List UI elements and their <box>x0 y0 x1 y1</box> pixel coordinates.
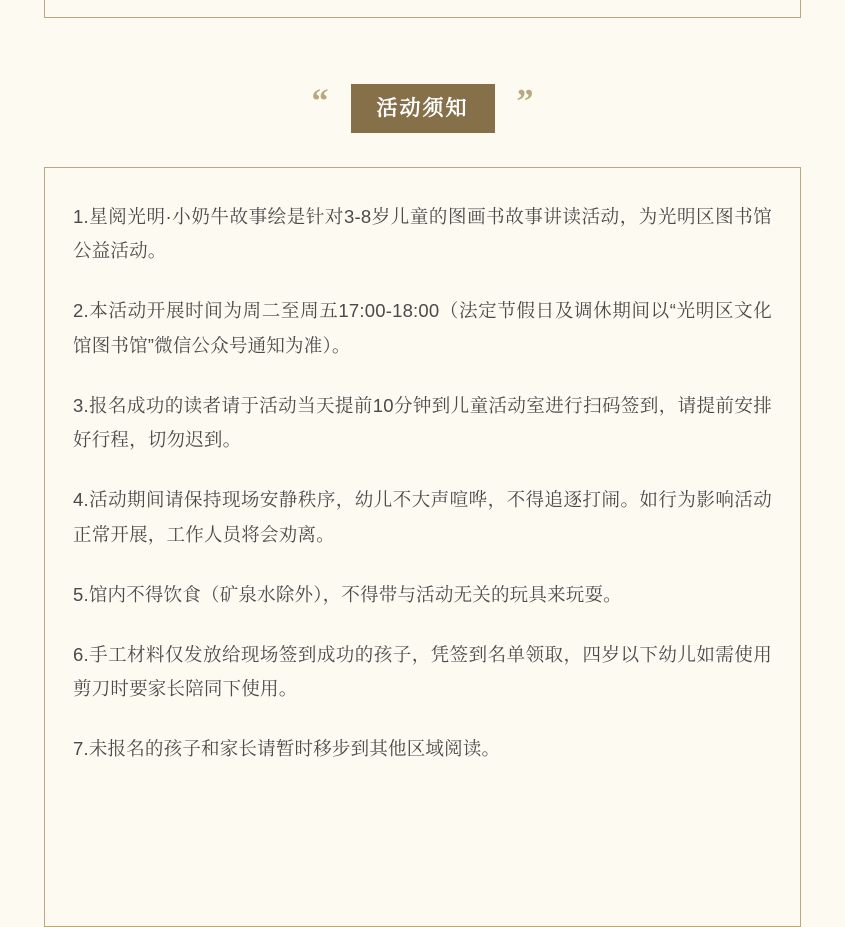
page-title: 活动须知 <box>351 84 495 133</box>
section-title-row <box>0 84 845 133</box>
notice-item: 6.手工材料仅发放给现场签到成功的孩子，凭签到名单领取，四岁以下幼儿如需使用剪刀时要家长陪同下使用。 <box>73 643 772 700</box>
notice-item: 3.报名成功的读者请于活动当天提前10分钟到儿童活动室进行扫码签到，请提前安排好行程，切勿迟到。 <box>73 394 772 451</box>
quote-close-icon: ” <box>516 82 534 120</box>
notice-item: 2.本活动开展时间为周二至周五17:00-18:00（法定节假日及调休期间以“光明区文化馆图书馆”微信公众号通知为准）。 <box>73 300 772 356</box>
top-section-box <box>44 0 801 18</box>
notice-item: 4.活动期间请保持现场安静秩序，幼儿不大声喧哗，不得追逐打闹。如行为影响活动正常开展，工作人员将会劝离。 <box>73 489 772 545</box>
notice-content-box <box>44 167 801 927</box>
notice-item: 5.馆内不得饮食（矿泉水除外），不得带与活动无关的玩具来玩耍。 <box>73 583 622 605</box>
quote-open-icon: “ <box>311 82 329 120</box>
notice-item: 1.星阅光明·小奶牛故事绘是针对3-8岁儿童的图画书故事讲读活动，为光明区图书馆公益活动。 <box>73 206 772 262</box>
notice-item: 7.未报名的孩子和家长请暂时移步到其他区域阅读。 <box>73 738 501 760</box>
